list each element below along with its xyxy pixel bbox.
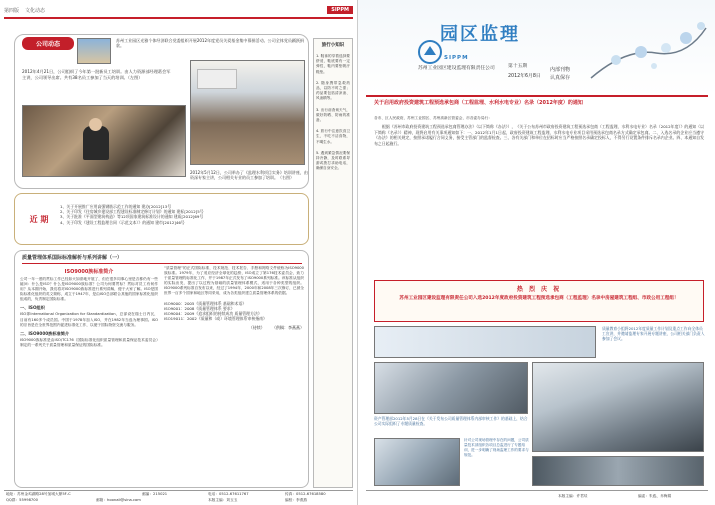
- footer-email: 邮箱：hoonali@sina.com: [96, 498, 141, 502]
- footer-tel: 电话：0512-67611767: [208, 492, 249, 496]
- right-footer-rule: [366, 490, 708, 491]
- masthead-logo: SIPPM: [327, 6, 353, 14]
- training-photo: [22, 105, 186, 177]
- left-header: [4, 3, 353, 17]
- right-page: [357, 0, 715, 505]
- section-label: 文化动态: [25, 7, 46, 14]
- right-footer-editor: 本版主编：许君琰: [558, 494, 588, 498]
- company-logo-icon: [418, 40, 442, 64]
- article-continued: （待续）: [248, 325, 265, 331]
- article-body3: ISO9000族标准是由ISO/TC176（国际标准化组织质量管理和质量保证技术委员会）制定的一系列关于质量管理和质量保证的国际标准。: [20, 337, 158, 347]
- sidebar-item: 2. 随身携带急救药品，以防不时之需；药品要包括清凉油、风油精等。: [316, 80, 350, 101]
- meeting-photo-1: [374, 326, 596, 358]
- iso-standard-item: ISO19011：2002《质量和（或）环境管理体系审核指南》: [164, 316, 267, 322]
- iso-standard-item: ISO9004：2009《追求组织的持续成功 质量管理方法》: [164, 310, 262, 316]
- article-end: [164, 325, 304, 331]
- article-subtitle1: ISO9000族标准简介: [64, 269, 114, 275]
- article-subtitle2: 一、ISO组织: [20, 305, 45, 311]
- article-title: 质量管理体系国际标准解析与系列讲解（一）: [22, 254, 302, 264]
- photo-caption-3: 针对公司现场管理中存在的问题，公司质量技术部组织各项目总监进行了专题培训，进一步明确了现场监理工作的要求与规范。: [464, 438, 529, 457]
- article-subtitle3: 二、ISO9000族标准简介: [20, 330, 70, 336]
- notice-body: 根据《苏州市政府投资建筑工程预选承包商管理办法》（以下简称《办法》），《关于公布苏州市政府投资建筑工程预选承包商（工程监理、水利水电专业）名录（2012年度）》的通知（以下简称《名录》）精神，现将启用有关事项通知如下：一、2012年1月1日起，政府投资建筑工程监理、水利水电专业项目采用预选承包商名录方式确定承包商。二、入选名录的企业应当遵守《办法》的相关规定，按照承诺履行合同义务，接受主管部门的监督检查。三、各有关部门和单位在招标时应当严格按照名录确定投标人，不得另行设置条件排斥名录内企业。四、本通知自发布之日起施行。: [374, 124, 704, 146]
- issue-label: 第四版: [4, 7, 20, 14]
- footer-editor: 本版主编：刘玉玉: [208, 498, 238, 502]
- recent-item: 2、关于印发《住房城乡建设部工程建设标准制定修订计划》的通知 建标[2012]5号: [60, 209, 204, 215]
- iso-standard-item: ISO9000：2005《质量管理体系 基础和术语》: [164, 300, 247, 306]
- person-silhouette: [83, 126, 109, 160]
- sidebar-title: 旅行小知识: [321, 43, 345, 48]
- sidebar-item: 4. 旅行中注意饮食卫生，不吃不洁食物，不喝生水。: [316, 129, 350, 144]
- congrats-body: 苏州工业园区建设监理有限责任公司入选2012年度政府投资建筑工程预选承包商（工程监理）名录中房屋建筑工程组、市政公用工程组！: [399, 296, 679, 301]
- right-footer-proof: 编委：朱彪、乔梅娟: [638, 494, 672, 498]
- sidebar-item: 5. 遇到紧急情况要保持冷静，及时联系导游或拨打求助电话，确保自身安全。: [316, 150, 350, 171]
- iso-standard-item: ISO9001：2008《质量管理体系 要求》: [164, 305, 235, 311]
- lecture-caption: 2012年5月12日，公司举办了《监理水利项目实务》培训讲座，由资深专家主讲，公司相关专业的员工参加了培训。（右图）: [190, 170, 308, 181]
- notice-addressee: 各市、区人民政府，苏州工业园区、苏州高新区管委会，市各委办局行：: [374, 116, 492, 120]
- donation-photo: [77, 38, 111, 64]
- meeting-photo-3: [532, 362, 704, 452]
- internal-note: 内部刊物: [550, 67, 571, 73]
- footer-fax: 传真：0512-67618580: [285, 492, 326, 496]
- congrats-title: 热 烈 庆 祝: [516, 286, 562, 293]
- lecture-photo: [190, 60, 305, 165]
- masthead-rule: [366, 95, 708, 97]
- org-en: SIPPM: [444, 55, 469, 61]
- sidebar-item: 1. 鞋袜的穿着选择要舒适，鞋底要有一定弹性，鞋内要垫吸汗鞋垫。: [316, 54, 350, 74]
- meeting-photo-2: [374, 362, 528, 414]
- training-caption: 2012年4月21日，公司组织了今年第一批新员工培训。由人力资源部经理葛会军主讲，公司领导出席。共有38名员工参加了当天的培训。（左图）: [22, 69, 171, 80]
- footer-rule: [4, 490, 353, 491]
- recent-item: 3、关于批准《平面型建筑构造》等12项国家建筑标准设计的通知 建质[2012]69号: [60, 214, 204, 220]
- company-news-intro: 苏州工业园区光雅个体经济联合党委组织开展2012年度党员关爱基金集中募捐活动。公司全体党员踊跃捐款。: [116, 38, 304, 49]
- article-col2: [164, 266, 304, 486]
- recent-item: 4、关于印发《建设工程监理合同（示范文本）》的通知 建市[2012]46号: [60, 219, 185, 225]
- recent-item: 1、关于开展推广应用高强钢筋示范工作的通知 建办[2012]13号: [60, 204, 172, 209]
- photo-caption-1: 质量教育小组将2012年度质量工作计划及重点工作向全体员工宣讲，并邀请监理专家开展专题讲座，公司相关部门负责人参加了会议。: [602, 326, 705, 341]
- article-col1: [20, 266, 158, 486]
- projector-screen: [197, 69, 237, 89]
- meeting-photo-5: [532, 456, 704, 486]
- footer-qq: QQ群：55998700: [6, 498, 38, 502]
- recent-list: [60, 204, 304, 225]
- article-author: （供稿：李燕燕）: [272, 325, 304, 331]
- article-body2: ISO即International Organization for Standardization，总部设在瑞士日内瓦，目前有160多个成员国。中国于1978年加入ISO，并在1982年当选为理事国。ISO的宗旨是在全世界范围内促进标准化工作，以便于国际物资交流与服务。: [20, 312, 158, 327]
- company-news-tag: 公司动态: [22, 37, 74, 50]
- header-rule: [4, 17, 353, 19]
- footer-address: 地址：苏州金鸡湖路28号加城大厦5F-C: [6, 492, 71, 496]
- person-head: [89, 118, 102, 131]
- masthead-title: 园区监理: [440, 24, 520, 45]
- issue-date: 2012年6月8日: [508, 74, 541, 79]
- photo-caption-2: 资产管理部2012年5月28日在《关于发布公司质量管理体系内部审核工作》的基础上，结合公司实际组织了专题质量检查。: [374, 416, 528, 426]
- keep-note: 认真保存: [550, 75, 571, 81]
- footer-proof: 编校：李燕燕: [285, 498, 308, 502]
- org-cn: 苏州工业园区建设监理有限责任公司: [418, 66, 495, 71]
- meeting-photo-4: [374, 438, 460, 486]
- iso-standard-list: [164, 301, 304, 322]
- article-body1: 公司一年一度的贯标工作已经如火如荼地开展了，但在很多同事心里是否都仍有一些疑问：什么是ISO？什么是ISO9000族标准？公司为何要贯标？贯标对员工有何作用？从本期开始，我们将对ISO9000族标准进行系列讲解，便于大家了解。ISO是国际标准化组织的英文简称，成立于1947年，是由ISO总部联合其他的国家标准化组织组成的，负责制定国际标准。: [20, 277, 158, 302]
- recent-tag: 近 期: [29, 214, 49, 224]
- sidebar-list: [316, 54, 350, 484]
- notice-title: 关于启用政府投资建筑工程预选承包商（工程监理、水利水电专业）名录（2012年度）的通知: [374, 100, 583, 106]
- footer-zip: 邮编：215021: [142, 492, 168, 496]
- sidebar-item: 3. 出行前查询天气，做好防晒、防雨的准备。: [316, 107, 350, 123]
- issue-number: 第十五期: [508, 64, 528, 69]
- article-col2-body: “质量管理”的正式国际标准，技术规范、技术报告、手册和网络文件统称为ISO9000族标准。1979年，为了适应经济全球化的趋势，ISO成立了第176技术委员会，致力于质量管理的标准化工作，并于1987年正式发布了ISO9000系列标准。该标准从组织的实际出发，提出了以过程为基础的质量管理体系模式，适用于各种类型的组织。ISO9000系列标准自发布以来，经过了1994年、2000年和2008年三次修订，已被全世界一百多个国家和地区等同采用，成为各类组织建立质量管理体系的依据。: [164, 266, 304, 296]
- left-page: [0, 0, 357, 505]
- blossom-decoration: [586, 8, 711, 88]
